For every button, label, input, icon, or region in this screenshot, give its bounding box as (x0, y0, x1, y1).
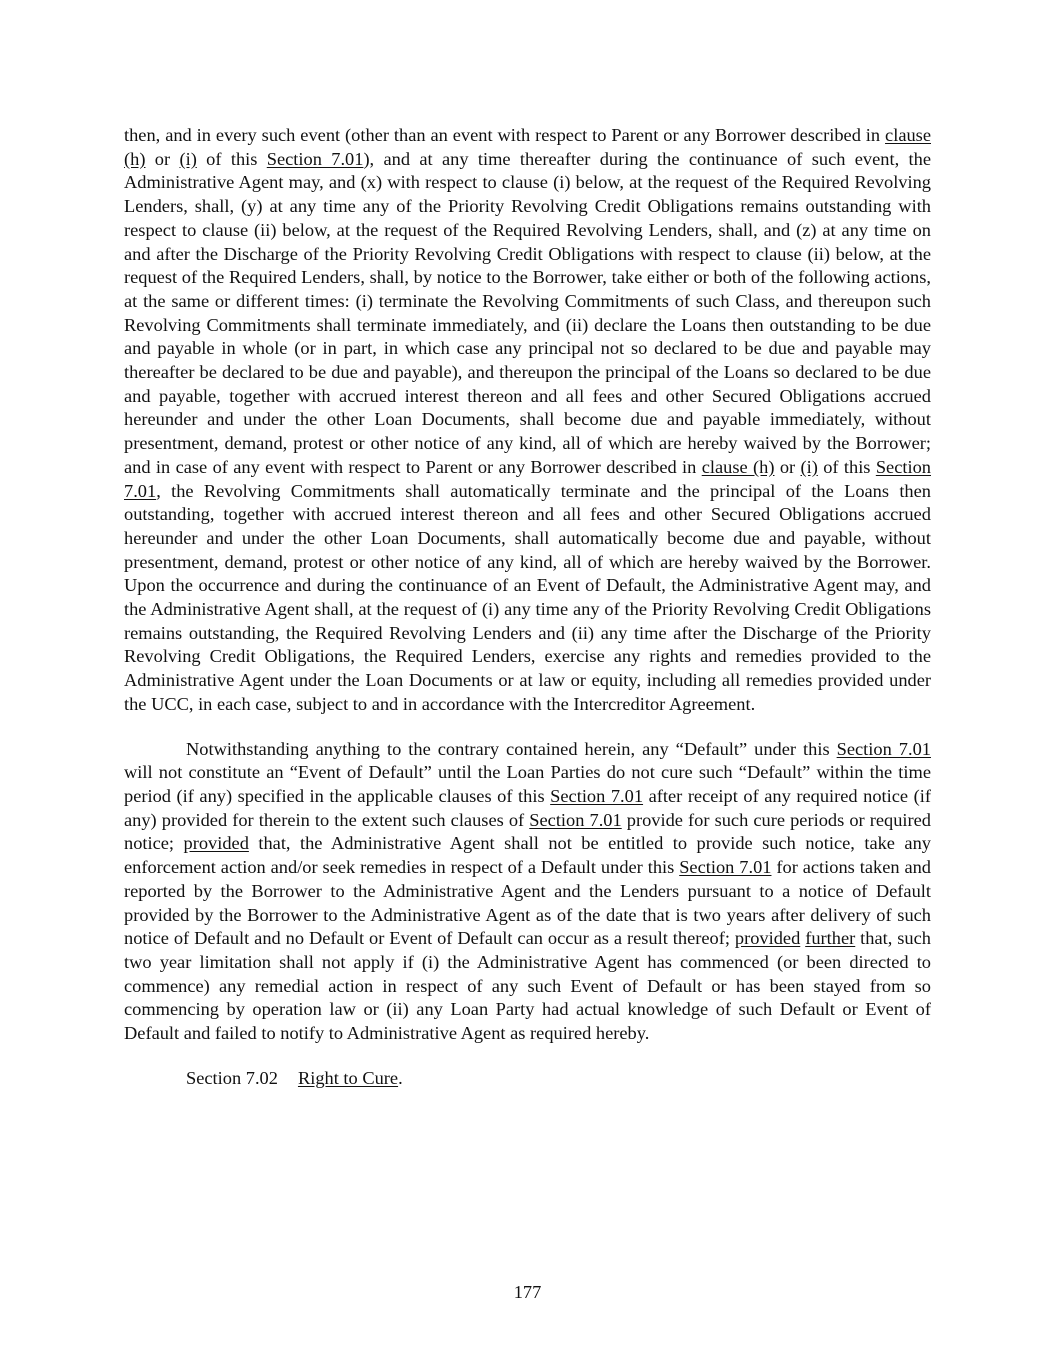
text-run: that, such two year limitation shall not apply if (i) the Administrative Agent has commenced (or been directed to commence) any remedial action in respect of any such Event of Default or has been stayed from so commencing by operation law or (ii) any Loan Party had actual knowledge of such Default or Event of Default and failed to notify to Administrative Agent as required hereby. (124, 928, 931, 1044)
text-run: then, and in every such event (other than an event with respect to Parent or any Borrower described in (124, 125, 886, 145)
paragraph-default-cure (124, 738, 931, 1046)
cross-reference: Section 7.01 (836, 738, 931, 759)
cross-reference: clause (h) (701, 456, 775, 477)
text-run: after receipt of any required notice (if any) provided for therein to the extent such clauses of (124, 785, 931, 830)
section-heading (124, 1067, 931, 1091)
cross-reference: provided (183, 833, 249, 854)
text-run: of this (196, 148, 267, 169)
cross-reference: Section 7.01 (550, 785, 644, 806)
text-run: or (774, 456, 801, 477)
cross-reference: Section 7.01 (529, 809, 622, 830)
text-run: Notwithstanding anything to the contrary contained herein, any “Default” under this (186, 738, 837, 759)
cross-reference: Section 7.01 (266, 148, 364, 169)
cross-reference: provided (734, 928, 801, 949)
cross-reference: Section 7.01 (124, 456, 931, 501)
cross-reference: (i) (179, 148, 197, 169)
text-run: will not constitute an “Event of Default” until the Loan Parties do not cure such “Default” within the time period (if any) specified in the applicable clauses of this (124, 762, 931, 806)
paragraph-remedies (124, 124, 931, 717)
cross-reference: Section 7.01 (679, 857, 772, 878)
section-title: Right to Cure (297, 1067, 399, 1088)
text-run: , the Revolving Commitments shall automatically terminate and the principal of the Loans then outstanding, together with accrued interest thereon and all fees and other Secured Obligations accrued hereunder and under the other Loan Documents, shall automatically become due and payable, without presentment, demand, protest or other notice of any kind, all of which are hereby waived by the Borrower. Upon the occurrence and during the continuance of an Event of Default, the Administrative Agent may, and the Administrative Agent shall, at the request of (i) any time any of the Priority Revolving Credit Obligations remains outstanding, the Required Revolving Lenders and (ii) any time after the Discharge of the Priority Revolving Credit Obligations, the Required Lenders, exercise any rights and remedies provided to the Administrative Agent under the Loan Documents or at law or equity, including all remedies provided under the UCC, in each case, subject to and in accordance with the Intercreditor Agreement. (124, 480, 931, 714)
cross-reference: further (805, 928, 856, 949)
text-run: that, the Administrative Agent shall not be entitled to provide such notice, take any enforcement action and/or seek remedies in respect of a Default under this (124, 833, 931, 878)
document-page (124, 124, 931, 1090)
text-run: or (145, 148, 180, 169)
text-run: ), and at any time thereafter during the continuance of such event, the Administrative Agent may, and (x) with respect to clause (i) below, at the request of the Required Revolving Lenders, shall, (y) at any time any of the Priority Revolving Credit Obligations remains outstanding with respect to clause (ii) below, at the request of the Required Revolving Lenders, shall, and (z) at any time on and after the Discharge of the Priority Revolving Credit Obligations with respect to clause (ii) below, at the request of the Required Lenders, shall, by notice to the Borrower, take either or both of the following actions, at the same or different times: (i) terminate the Revolving Commitments of such Class, and thereupon such Revolving Commitments shall terminate immediately, and (ii) declare the Loans then outstanding to be due and payable in whole (or in part, in which case any principal not so declared to be due and payable may thereafter be declared to be due and payable), and thereupon the principal of the Loans so declared to be due and payable, together with accrued interest thereon and all fees and other Secured Obligations accrued hereunder and under the other Loan Documents, shall become due and payable immediately, without presentment, demand, protest or other notice of any kind, all of which are hereby waived by the Borrower; and in case of any event with respect to Parent or any Borrower described in (124, 148, 931, 477)
text-run: of this (817, 456, 876, 477)
cross-reference: (i) (800, 456, 818, 477)
text-run: for actions taken and reported by the Borrower to the Administrative Agent and the Lenders pursuant to a notice of Default provided by the Borrower to the Administrative Agent as of the date that is two years after delivery of such notice of Default and no Default or Event of Default can occur as a result thereof; (124, 857, 932, 949)
cross-reference: clause (h) (124, 125, 931, 169)
page-number: 177 (513, 1282, 542, 1302)
section-title-period: . (398, 1067, 403, 1088)
text-run: provide for such cure periods or required notice; (124, 809, 932, 854)
section-number: Section 7.02 (186, 1067, 278, 1088)
